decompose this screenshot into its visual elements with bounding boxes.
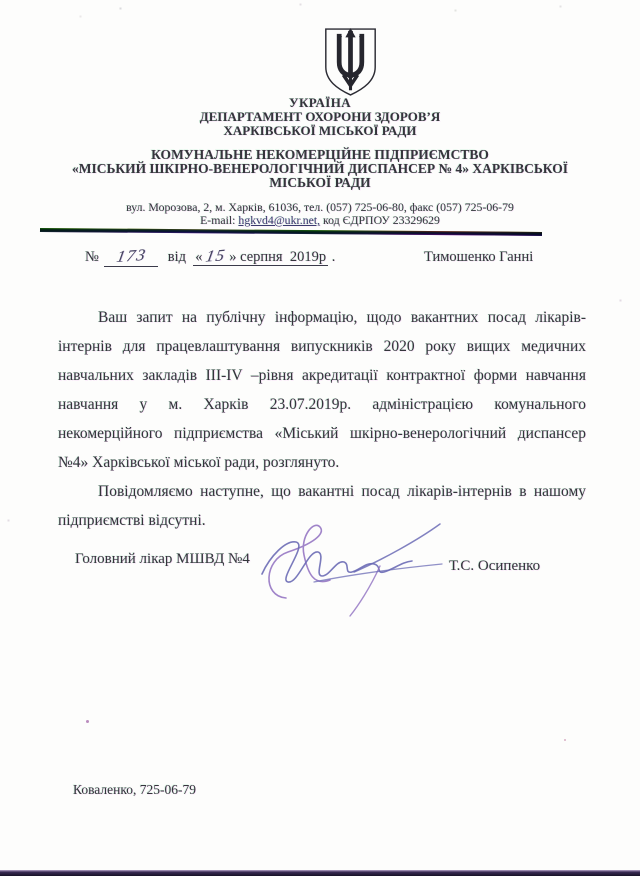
organization-line-1: КОМУНАЛЬНЕ НЕКОМЕРЦІЙНЕ ПІДПРИЄМСТВО (151, 147, 489, 162)
month-year: » серпня 2019р (225, 249, 327, 265)
doc-number-label: № (85, 249, 99, 265)
scan-noise-artifacts (0, 0, 1, 1)
reference-line (85, 246, 335, 267)
doc-number-handwritten: 173 (115, 245, 149, 266)
email-link: hgkvd4@ukr.net, (238, 213, 321, 227)
scan-speck (564, 739, 566, 741)
quote-open: « (195, 249, 207, 265)
date-period: . (331, 249, 336, 265)
body-paragraph-1: Ваш запит на публічну інформацію, щодо вакантних посад лікарів-інтернів для працевлаштування випускників 2020 року вищих медичних навчальних закладів III-IV –рівня акредитації контрактної форми навчання навчання у м. Харків 23.07.2019р. адміністрацією комунального некомерційного підприємства «Міський шкірно-венерологічний диспансер №4» Харківської міської ради, розглянуто. (58, 309, 586, 471)
trident-glyph (337, 28, 364, 89)
executor-contact: Коваленко, 725-06-79 (73, 782, 196, 797)
edrpou-code: код ЄДРПОУ 23329629 (320, 213, 440, 227)
organization-line-3: МІСЬКОЇ РАДИ (269, 175, 371, 190)
signer-position: Головний лікар МШВД №4 (75, 551, 250, 567)
department-line-1: ДЕПАРТАМЕНТ ОХОРОНИ ЗДОРОВ’Я (199, 109, 441, 124)
department-line-2: ХАРКІВСЬКОЇ МІСЬКОЇ РАДИ (223, 123, 417, 138)
country-title: УКРАЇНА (289, 95, 351, 110)
header-divider-rule (40, 228, 542, 235)
vid-label: від (164, 249, 190, 265)
date-underlined-group (193, 245, 328, 266)
body-paragraph-2: Повідомляємо наступне, що вакантні посад лікарів-інтернів в нашому підприємстві відсутні. (58, 483, 586, 529)
addressee-name: Тимошенко Ганні (424, 249, 534, 265)
doc-number-blank (104, 246, 158, 267)
email-line (0, 213, 640, 228)
signer-name: Т.С. Осипенко (449, 558, 541, 574)
letter-body (58, 303, 586, 535)
ukraine-coat-of-arms-icon (317, 26, 384, 98)
organization-line-2: «МІСЬКИЙ ШКІРНО-ВЕНЕРОЛОГІЧНИЙ ДИСПАНСЕР № 4» ХАРКІВСЬКОЇ (71, 161, 569, 176)
address-line: вул. Морозова, 2, м. Харків, 61036, тел. (057) 725-06-80, факс (057) 725-06-79 (126, 200, 514, 214)
signature-scrawl (256, 510, 448, 618)
email-label: E-mail: (200, 213, 239, 227)
scan-speck (86, 720, 89, 723)
day-handwritten: 15 (204, 245, 228, 266)
scan-bottom-edge (0, 870, 640, 876)
